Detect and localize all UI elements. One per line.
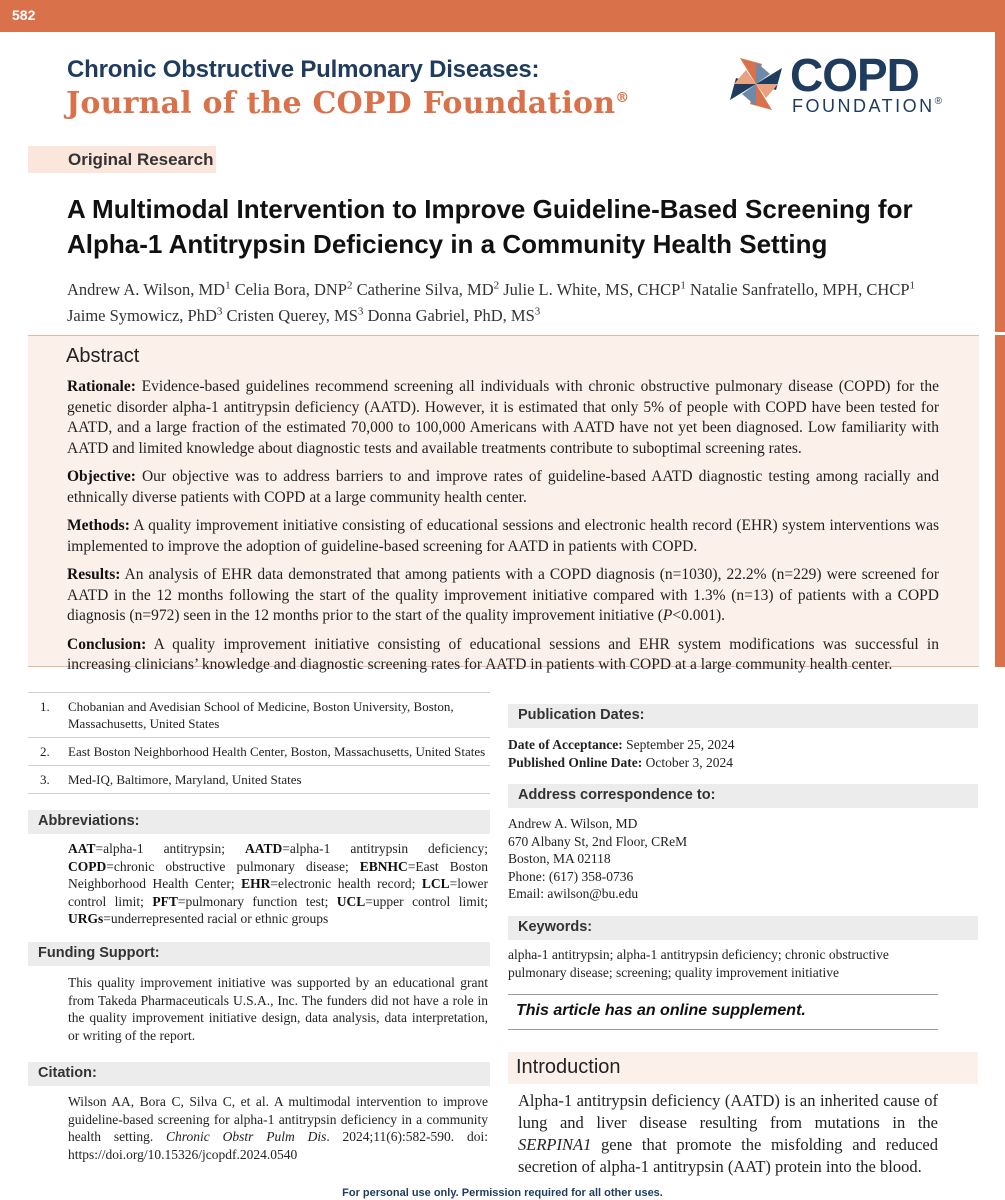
author: Celia Bora, DNP$^2$ [234,279,353,299]
author: Jaime Symowicz, PhD$^3$ [67,305,223,325]
abstract-box [28,335,979,673]
publication-dates: Date of Acceptance: September 25, 2024 Published Online Date: October 3, 2024 [508,737,735,770]
journal-name-line1: Chronic Obstructive Pulmonary Diseases: [67,56,540,83]
page-header-bar [0,0,1005,32]
affiliations-list [28,692,490,794]
abstract-methods: Methods: A quality improvement initiative consisting of educational sessions and electronic health record (EHR) system interventions was implemented to improve the adoption of guideline-based screening for AATD in patients with COPD. [67,517,939,555]
abbreviations-text: AAT=alpha-1 antitrypsin; AATD=alpha-1 antitrypsin deficiency; COPD=chronic obstructive pulmonary disease; EBNHC=East Boston Neighborhood Health Center; EHR=electronic health record; LCL=lower control limit; PFT=pulmonary function test; UCL=upper control limit; URGs=underrepresented racial or ethnic groups [68,841,488,926]
affiliation-item: 1. Chobanian and Avedisian School of Medicine, Boston University, Boston, Massachusetts, United States [28,692,490,737]
journal-name-line2: Journal of the COPD Foundation® [66,86,630,121]
copd-foundation-logo [726,49,966,124]
funding-heading: Funding Support: [28,942,490,966]
author: Catherine Silva, $MD^2$ [356,279,500,299]
abstract-body [67,377,939,684]
online-supplement-note[interactable]: This article has an online supplement. [508,994,938,1030]
abstract-objective: Objective: Our objective was to address barriers to and improve rates of guideline-based AATD diagnostic testing among racially and ethnically diverse patients with COPD at a large community health center. [67,468,939,506]
introduction-text: Alpha-1 antitrypsin deficiency (AATD) is an inherited cause of lung and liver disease resulting from mutations in the SERPINA1 gene that promote the misfolding and reduced secretion of alpha-1 antitrypsin (AAT) protein into the blood. [518,1091,938,1176]
side-stripe [995,32,1005,332]
affiliation-item: 2. East Boston Neighborhood Health Center, Boston, Massachusetts, United States [28,737,490,765]
introduction-heading: Introduction [508,1052,978,1084]
citation-heading: Citation: [28,1062,490,1086]
abstract-heading: Abstract [66,345,140,367]
author: Donna Gabriel, PhD, $MS^3$ [367,305,541,325]
side-stripe [995,335,1005,667]
page-footer: For personal use only. Permission required for all other uses. [342,1187,663,1199]
article-title: A Multimodal Intervention to Improve Guideline-Based Screening for Alpha-1 Antitrypsin Deficiency in a Community Health Setting [67,194,913,259]
keywords-heading: Keywords: [508,916,978,940]
correspondence-address: Andrew A. Wilson, MD 670 Albany St, 2nd Floor, CReM Boston, MA 02118 Phone: (617) 358-0736 Email: awilson@bu.edu [508,815,968,903]
abbreviations-heading: Abbreviations: [28,810,490,834]
logo-subword: FOUNDATION® [792,96,945,116]
funding-text: This quality improvement initiative was supported by an educational grant from Takeda Pharmaceuticals U.S.A., Inc. The funders did not have a role in the quality improvement initiative design, data analysis, data interpretation, or writing of the report. [68,975,488,1043]
publication-dates-heading: Publication Dates: [508,704,978,728]
abstract-rationale: Rationale: Evidence-based guidelines recommend screening all individuals with chronic obstructive pulmonary disease (COPD) for the genetic disorder alpha-1 antitrypsin deficiency (AATD). However, it is estimated that only 5% of people with COPD have been tested for AATD, and a large fraction of the estimated 70,000 to 100,000 Americans with AATD have not yet been diagnosed. Low familiarity with AATD and limited knowledge about diagnostic tests and available treatments contribute to suboptimal screening rates. [67,378,939,457]
affiliation-item: 3. Med-IQ, Baltimore, Maryland, United States [28,765,490,794]
correspondence-heading: Address correspondence to: [508,784,978,808]
abstract-conclusion: Conclusion: A quality improvement initiative consisting of educational sessions and EHR system modifications was successful in increasing clinicians’ knowledge and diagnostic screening rates for AATD in patients with COPD at a large community health center. [67,635,939,673]
author-list [67,274,967,327]
author: Julie L. White, MS, CHCP$^1$ [503,279,686,299]
article-type-badge: Original Research [28,146,216,173]
email-link[interactable]: Email: awilson@bu.edu [508,886,639,901]
pinwheel-logo-icon [726,54,786,114]
keywords-text: alpha-1 antitrypsin; alpha-1 antitrypsin deficiency; chronic obstructive pulmonary disease; screening; quality improvement initiative [508,947,889,980]
author: Andrew A. Wilson, $MD^1$ [67,279,231,299]
page-number: 582 [12,7,36,23]
abstract-results: Results: An analysis of EHR data demonstrated that among patients with a COPD diagnosis (n=1030), 22.2% (n=229) were screened for AATD in the 12 months following the start of the quality improvement initiative compared with 1.3% (n=13) of patients with a COPD diagnosis (n=972) seen in the 12 months prior to the start of the quality improvement initiative (P<0.001). [67,566,939,624]
author: Natalie Sanfratello, MPH, CHCP$^1$ [689,279,916,299]
logo-word: COPD [790,49,919,101]
author: Cristen Querey, $MS^3$ [226,305,364,325]
citation-text: Wilson AA, Bora C, Silva C, et al. A multimodal intervention to improve guideline-based screening for alpha-1 antitrypsin deficiency in a community health setting. Chronic Obstr Pulm Dis. 2024;11(6):582-590. doi: https://doi.org/10.15326/jcopdf.2024.0540 [68,1094,488,1162]
